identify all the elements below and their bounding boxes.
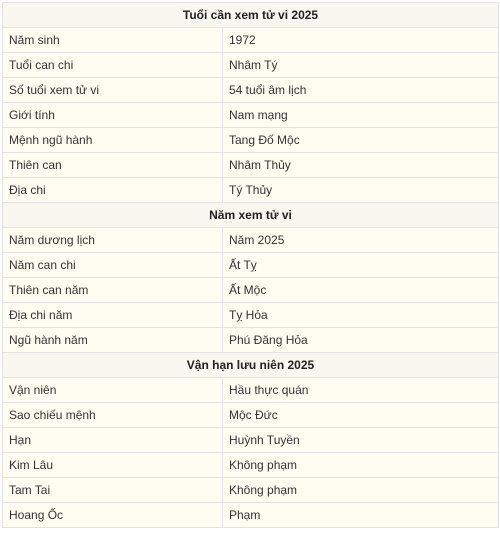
- section-header-row: [3, 203, 499, 228]
- section-header-row: [3, 3, 499, 28]
- table-row: [3, 253, 499, 278]
- row-value: Ất Tỵ: [223, 253, 499, 278]
- table-row: [3, 78, 499, 103]
- table-row: [3, 428, 499, 453]
- row-label: Tuổi can chi: [3, 53, 223, 78]
- table-row: [3, 503, 499, 528]
- row-value: Tang Đố Mộc: [223, 128, 499, 153]
- section-title: Năm xem tử vi: [3, 203, 499, 228]
- table-row: [3, 28, 499, 53]
- row-label: Thiên can: [3, 153, 223, 178]
- table-row: [3, 53, 499, 78]
- row-value: Hầu thực quán: [223, 378, 499, 403]
- table-row: [3, 103, 499, 128]
- row-value: Nhâm Tý: [223, 53, 499, 78]
- section-title: Vận hạn lưu niên 2025: [3, 353, 499, 378]
- row-value: Ất Mộc: [223, 278, 499, 303]
- row-value: Phú Đăng Hỏa: [223, 328, 499, 353]
- table-row: [3, 303, 499, 328]
- row-label: Địa chi năm: [3, 303, 223, 328]
- row-label: Hoang Ốc: [3, 503, 223, 528]
- table-row: [3, 153, 499, 178]
- row-label: Ngũ hành năm: [3, 328, 223, 353]
- table-row: [3, 328, 499, 353]
- table-row: [3, 453, 499, 478]
- row-value: Nhâm Thủy: [223, 153, 499, 178]
- row-label: Giới tính: [3, 103, 223, 128]
- row-label: Số tuổi xem tử vi: [3, 78, 223, 103]
- row-label: Kim Lâu: [3, 453, 223, 478]
- row-value: Nam mạng: [223, 103, 499, 128]
- row-value: Mộc Đức: [223, 403, 499, 428]
- row-value: Năm 2025: [223, 228, 499, 253]
- row-value: 1972: [223, 28, 499, 53]
- row-value: Phạm: [223, 503, 499, 528]
- section-header-row: [3, 353, 499, 378]
- row-value: Không phạm: [223, 453, 499, 478]
- row-label: Năm can chi: [3, 253, 223, 278]
- row-value: 54 tuổi âm lịch: [223, 78, 499, 103]
- row-label: Tam Tai: [3, 478, 223, 503]
- table-row: [3, 128, 499, 153]
- table-row: [3, 178, 499, 203]
- row-label: Địa chi: [3, 178, 223, 203]
- table-row: [3, 278, 499, 303]
- table-row: [3, 228, 499, 253]
- row-value: Tỵ Hỏa: [223, 303, 499, 328]
- row-label: Thiên can năm: [3, 278, 223, 303]
- row-label: Mệnh ngũ hành: [3, 128, 223, 153]
- row-label: Hạn: [3, 428, 223, 453]
- row-value: Tý Thủy: [223, 178, 499, 203]
- table-row: [3, 478, 499, 503]
- section-title: Tuổi cần xem tử vi 2025: [3, 3, 499, 28]
- row-label: Năm dương lịch: [3, 228, 223, 253]
- row-value: Không phạm: [223, 478, 499, 503]
- tu-vi-table-container: [2, 2, 498, 528]
- row-label: Vận niên: [3, 378, 223, 403]
- row-value: Huỳnh Tuyền: [223, 428, 499, 453]
- table-row: [3, 378, 499, 403]
- row-label: Sao chiếu mệnh: [3, 403, 223, 428]
- table-row: [3, 403, 499, 428]
- tu-vi-info-table: [2, 2, 499, 528]
- row-label: Năm sinh: [3, 28, 223, 53]
